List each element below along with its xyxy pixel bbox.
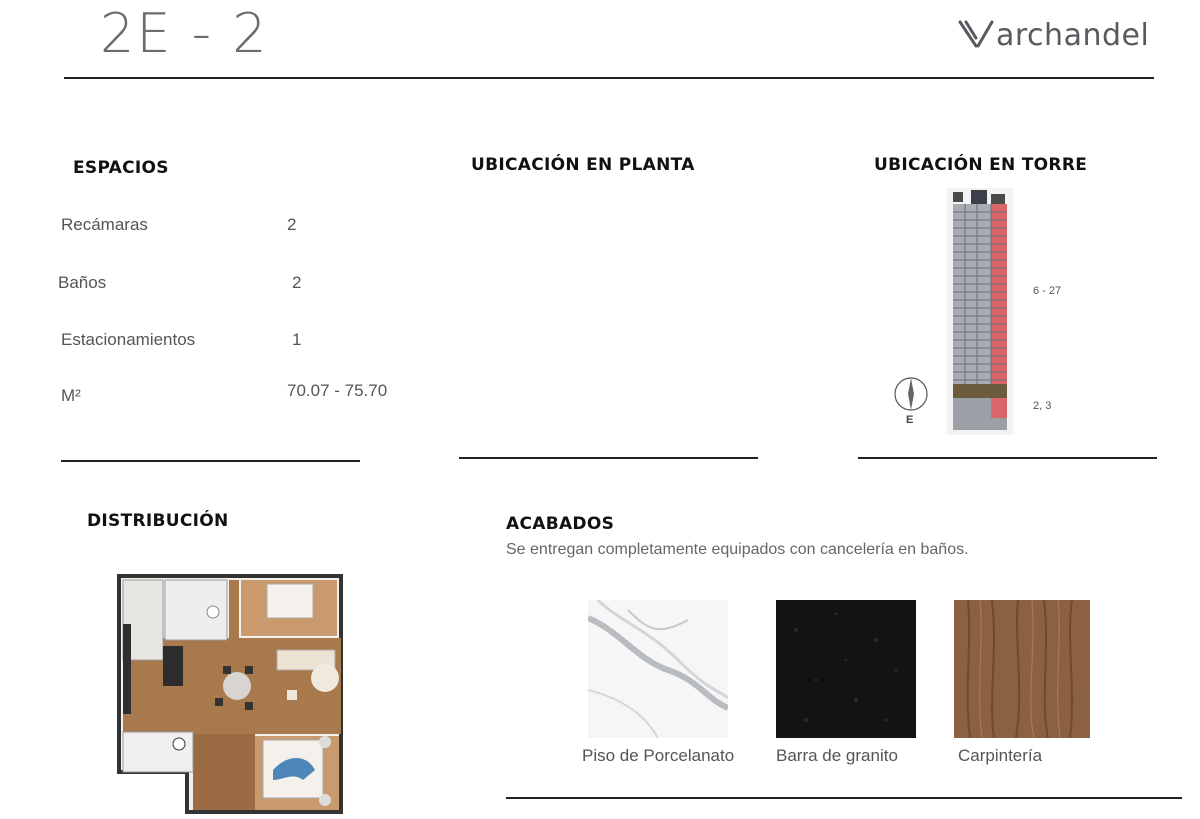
wood-texture bbox=[954, 600, 1090, 738]
swatch-label-porcelanato: Piso de Porcelanato bbox=[582, 746, 735, 765]
torre-title: UBICACIÓN EN TORRE bbox=[874, 155, 1088, 175]
espacios-title: ESPACIOS bbox=[73, 158, 169, 178]
unit-title: 2E - 2 bbox=[100, 2, 269, 65]
distribucion-title: DISTRIBUCIÓN bbox=[87, 511, 229, 531]
swatch-label-carpinteria: Carpintería bbox=[958, 746, 1043, 765]
tower-elevation bbox=[947, 188, 1013, 435]
marble-texture bbox=[588, 600, 728, 738]
swatch-porcelanato bbox=[588, 600, 728, 738]
acabados-title: ACABADOS bbox=[506, 514, 615, 534]
espacios-label-m2: M² bbox=[61, 386, 81, 405]
granite-texture bbox=[776, 600, 916, 738]
espacios-label-estacionamientos: Estacionamientos bbox=[61, 330, 196, 349]
compass-icon bbox=[892, 374, 930, 414]
swatch-carpinteria bbox=[954, 600, 1090, 738]
floor-plan-drawing bbox=[117, 574, 343, 814]
logo-mark-icon bbox=[958, 16, 998, 56]
espacios-value-banos: 2 bbox=[292, 273, 302, 292]
planta-divider bbox=[459, 457, 758, 459]
espacios-value-m2: 70.07 - 75.70 bbox=[287, 381, 388, 400]
espacios-value-estacionamientos: 1 bbox=[292, 330, 302, 349]
planta-title: UBICACIÓN EN PLANTA bbox=[471, 155, 695, 175]
swatch-label-granito: Barra de granito bbox=[776, 746, 898, 765]
tower-upper-floors-label: 6 - 27 bbox=[1033, 285, 1062, 297]
espacios-divider bbox=[61, 460, 360, 462]
logo-text: archandel bbox=[996, 18, 1150, 53]
espacios-value-recamaras: 2 bbox=[287, 215, 297, 234]
compass-letter: E bbox=[906, 414, 914, 426]
tower-lower-floors-label: 2, 3 bbox=[1033, 400, 1052, 412]
espacios-label-banos: Baños bbox=[58, 273, 107, 292]
floor-plan bbox=[117, 574, 343, 814]
header-divider bbox=[64, 77, 1154, 79]
acabados-divider bbox=[506, 797, 1182, 799]
torre-divider bbox=[858, 457, 1157, 459]
acabados-subtitle: Se entregan completamente equipados con cancelería en baños. bbox=[506, 541, 969, 558]
espacios-label-recamaras: Recámaras bbox=[61, 215, 148, 234]
brand-logo bbox=[958, 14, 1148, 58]
tower-elevation-drawing bbox=[947, 188, 1013, 435]
swatch-granito bbox=[776, 600, 916, 738]
